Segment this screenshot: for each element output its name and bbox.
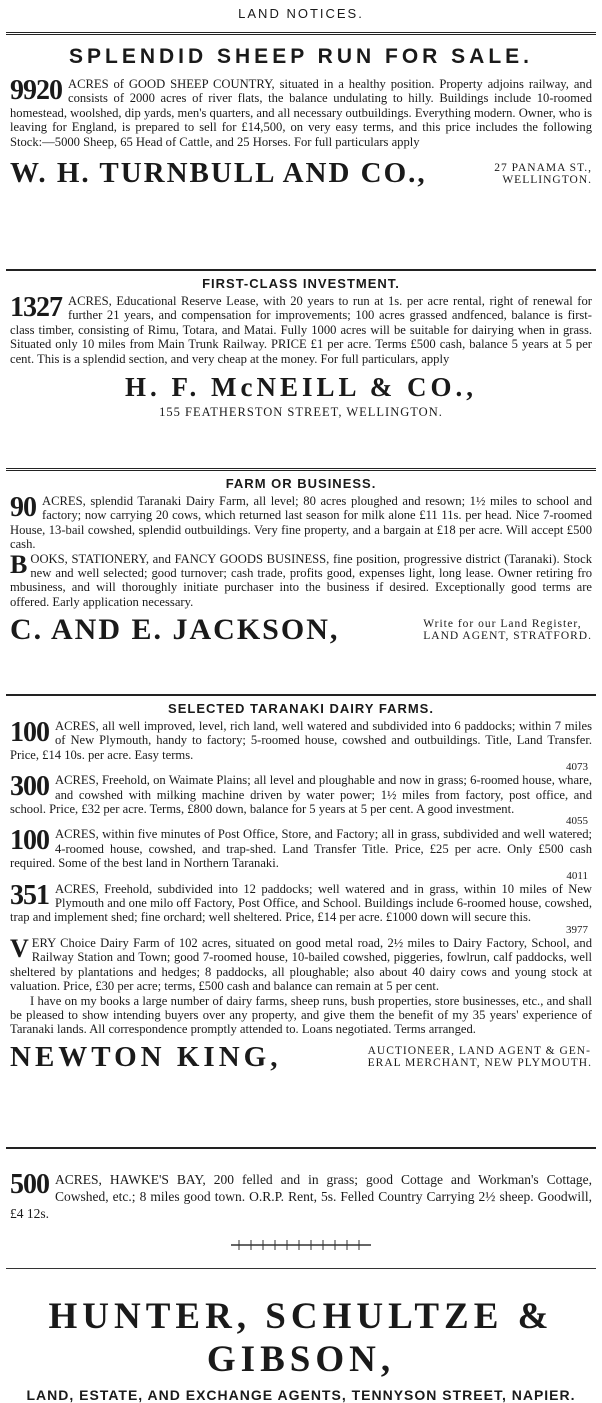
dairy-item-acreage: 300 xyxy=(10,771,49,803)
hawkes-bay-ad xyxy=(6,1149,596,1403)
investment-address: 155 FEATHERSTON STREET, WELLINGTON. xyxy=(159,405,443,420)
dairy-choice-dropcap: V xyxy=(10,933,29,963)
dairy-item xyxy=(10,773,592,827)
dairy-address-line2: ERAL MERCHANT, NEW PLYMOUTH. xyxy=(367,1057,592,1070)
dairy-item-acreage: 100 xyxy=(10,717,49,748)
footer-rule xyxy=(6,1268,596,1269)
dairy-choice-farm xyxy=(10,933,592,994)
header-rule xyxy=(6,32,596,35)
farm-business-farm xyxy=(10,494,592,552)
dairy-item xyxy=(10,879,592,936)
sheep-run-address-line2: WELLINGTON. xyxy=(502,173,592,186)
dairy-item xyxy=(10,719,592,773)
farm-business-address xyxy=(423,618,592,642)
dairy-note: I have on my books a large number of dairy farms, sheep runs, bush properties, store businesses, etc., and shall be pleased to show intending buyers over any property, and give them the benefit of my 35 years' experience of Taranaki lands. All correspondence promptly attended to. Loans negotiated. Terms arranged. xyxy=(10,993,592,1037)
dairy-address-line1: AUCTIONEER, LAND AGENT & GEN- xyxy=(367,1045,591,1058)
hawkes-bay-text: ACRES, HAWKE'S BAY, 200 felled and in grass; good Cottage and Workman's Cottage, Cowshed, etc.; 8 miles good town. O.R.P. Rent, 5s. Felled Country Carrying 2½ sheep. Goodwill, £4 12s. xyxy=(10,1172,592,1221)
footer-address: LAND, ESTATE, AND EXCHANGE AGENTS, TENNYSON STREET, NAPIER. xyxy=(26,1387,576,1403)
farm-business-ad xyxy=(6,476,596,694)
investment-text: ACRES, Educational Reserve Lease, with 20 years to run at 1s. per acre rental, right of renewal for further 21 years, and compensation for improvements; 100 acres grassed andfenced, balance is first-class timber, consisting of Rimu, Totara, and Matai. Fully 1000 acres will be suitable for dairying when in grass. Situated only 10 miles from Main Trunk Railway. PRICE £1 per acre. Terms £500 cash, balance 5 years at 5 per cent. This is a splendid section, and very cheap at the money. For full particulars, apply xyxy=(10,294,592,366)
divider-ornament xyxy=(6,1238,596,1252)
investment-title: FIRST-CLASS INVESTMENT. xyxy=(202,276,400,291)
investment-ad xyxy=(6,276,596,468)
dairy-item-ref: 4011 xyxy=(566,869,588,882)
rail-ornament-icon xyxy=(231,1238,371,1252)
dairy-choice-text: ERY Choice Dairy Farm of 102 acres, situated on good metal road, 2½ miles to Dairy Factory, School, and Railway Station and Town; good 7-roomed house, 10-bailed cowshed, piggeries, fowlrun, calf paddocks, well sheltered by plantations and hedges; 8 paddocks, all ploughable; also about 40 dairy cows and young stock at valuation. Price, £30 per acre; terms, £500 cash and balance can remain at 5 per cent. xyxy=(10,935,592,994)
sheep-run-body xyxy=(10,77,592,149)
sheep-run-acreage: 9920 xyxy=(10,75,62,106)
dairy-firm: NEWTON KING, xyxy=(10,1040,282,1073)
sheep-run-address xyxy=(494,162,592,186)
farm-business-shop xyxy=(10,549,592,610)
dairy-farms-ad xyxy=(6,701,596,1147)
dairy-item-ref: 3977 xyxy=(566,923,588,936)
farm-business-acreage: 90 xyxy=(10,492,36,523)
dairy-item-text: ACRES, Freehold, on Waimate Plains; all level and ploughable and now in grass; 6-roomed house, whare, and cowshed with milking machine driven by water power; 1½ miles from factory, post office, and school. Price, £32 per acre. Terms, £800 down, balance for 5 years at 5 per cent. A good investment. xyxy=(10,773,592,817)
sheep-run-firm: W. H. TURNBULL AND CO., xyxy=(10,157,427,190)
sheep-run-text: ACRES of GOOD SHEEP COUNTRY, situated in a healthy position. Property adjoins railway, and consists of 2000 acres of river flats, the balance undulating to hilly. Buildings include 10-roomed homestead, woolshed, dip yards, men's quarters, and all necessary outbuildings. Everything modern. Owner, who is leaving for England, is prepared to sell for £14,500, on very easy terms, and this price includes the following Stock:—5000 Sheep, 65 Head of Cattle, and 25 Horses. For full particulars apply xyxy=(10,77,593,149)
farm-business-firm-block xyxy=(10,613,592,647)
dairy-item-acreage: 100 xyxy=(10,825,49,857)
sheep-run-ad xyxy=(6,45,596,269)
dairy-item-text: ACRES, all well improved, level, rich land, well watered and subdivided into 6 paddocks; within 7 miles of New Plymouth, handy to factory; 5-roomed house, cowshed and outbuildings. Title, Land Transfer. Price, £14 10s. per acre. Easy terms. xyxy=(10,719,592,762)
investment-body xyxy=(10,294,592,366)
sheep-run-title: SPLENDID SHEEP RUN FOR SALE. xyxy=(69,45,533,68)
farm-business-shop-text: OOKS, STATIONERY, and FANCY GOODS BUSINESS, fine position, progressive district (Taranaki). Stock new and well selected; good turnover; cash trade, profits good, expenses light, long lease. Owner retiring fro mbusiness, and will thoroughly initiate purchaser into the business if desired. Exceptionally good terms are offered. Early application necessary. xyxy=(10,551,592,609)
sheep-run-firm-block xyxy=(10,157,592,190)
dairy-address xyxy=(368,1045,592,1069)
farm-business-address-line2: LAND AGENT, STRATFORD. xyxy=(423,630,592,643)
hawkes-bay-body xyxy=(10,1171,592,1222)
dairy-item-text: ACRES, Freehold, subdivided into 12 paddocks; well watered and in grass, within 10 miles of New Plymouth and one milo off Factory, Post Office, and School. Buildings include 6-roomed house, cowshed, trap and implement shed; fine orchard; well sheltered. Price, £14 per acre. £1000 down will secure this. xyxy=(10,881,592,925)
investment-acreage: 1327 xyxy=(10,292,62,323)
dairy-item-ref: 4055 xyxy=(566,815,588,828)
dairy-item-ref: 4073 xyxy=(566,761,588,774)
rule-2 xyxy=(6,468,596,471)
investment-firm: H. F. McNEILL & CO., xyxy=(124,372,478,403)
hawkes-bay-acreage: 500 xyxy=(10,1169,49,1200)
dairy-firm-block xyxy=(10,1041,592,1074)
dairy-item xyxy=(10,827,592,881)
dairy-item-acreage: 351 xyxy=(10,879,49,911)
sheep-run-address-line1: 27 PANAMA ST., xyxy=(494,161,592,174)
rule-3 xyxy=(6,694,596,696)
farm-business-dropcap: B xyxy=(10,549,28,579)
footer-firm: HUNTER, SCHULTZE & GIBSON, xyxy=(48,1296,554,1380)
farm-business-title: FARM OR BUSINESS. xyxy=(225,476,377,491)
dairy-item-text: ACRES, within five minutes of Post Office, Store, and Factory; all in grass, subdivided and well watered; 4-roomed house, cowshed, and trap-shed. Land Transfer Title. Price, £25 per acre. Only £500 cash required. Some of the best land in Northern Taranaki. xyxy=(10,827,592,871)
rule-1 xyxy=(6,269,596,271)
dairy-title: SELECTED TARANAKI DAIRY FARMS. xyxy=(168,701,434,716)
farm-business-farm-text: ACRES, splendid Taranaki Dairy Farm, all level; 80 acres ploughed and resown; 1½ miles to school and factory; now carrying 20 cows, which returned last season for milk alone £11 11s. per head. Nice 7-roomed House, 13-bail cowshed, splendid outbuildings. Very fine property, and a bargain at £18 per acre. Will accept £500 cash. xyxy=(10,494,592,552)
page-header: LAND NOTICES. xyxy=(238,6,364,21)
farm-business-address-line1: Write for our Land Register, xyxy=(423,618,582,631)
farm-business-firm: C. AND E. JACKSON, xyxy=(10,613,340,647)
